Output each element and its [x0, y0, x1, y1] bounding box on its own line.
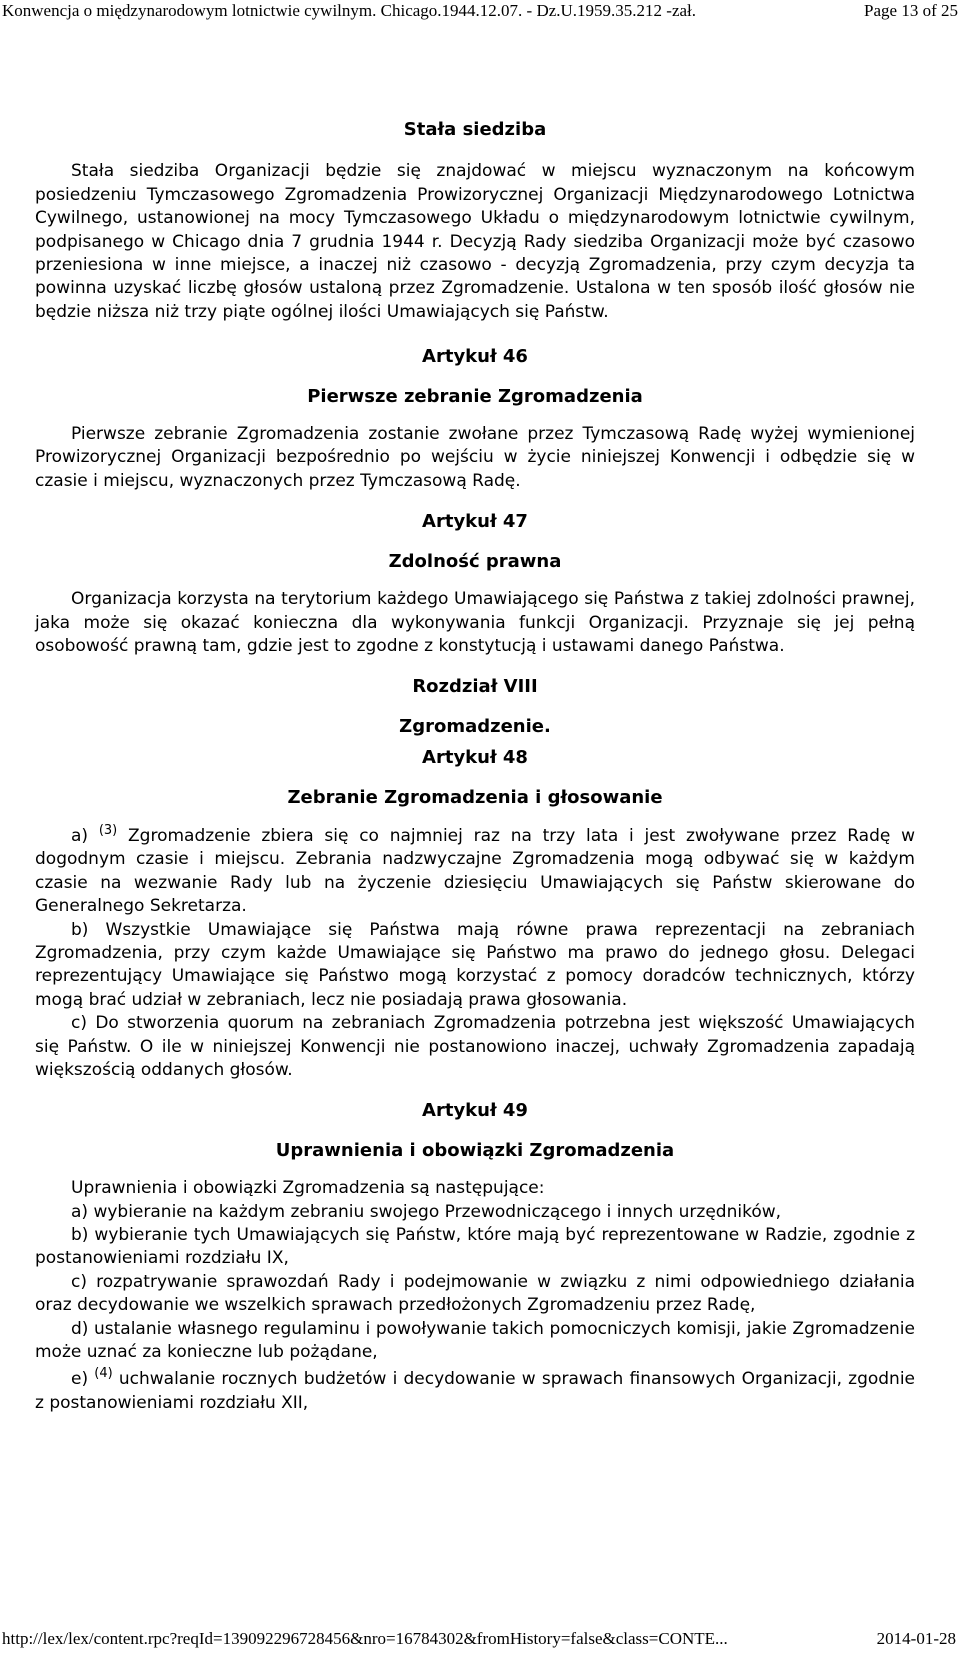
- article-49-intro: Uprawnienia i obowiązki Zgromadzenia są następujące:: [71, 1178, 545, 1199]
- article-48-heading: Artykuł 48: [422, 747, 528, 769]
- article-49-point-e: [35, 1368, 915, 1415]
- page-number: Page 13 of 25: [864, 1, 958, 20]
- article-47-heading: Artykuł 47: [422, 511, 528, 533]
- paragraph-article-47: Organizacja korzysta na terytorium każdego Umawiającego się Państwa z takiej zdolności prawnej, jaka może się okazać konieczna dla wykonywania funkcji Organizacji. Przyznaje się jej pełną osobowość prawną tam, gdzie jest to zgodne z konstytucją i ustawami danego Państwa.: [35, 589, 915, 656]
- print-date: 2014-01-28: [876, 1629, 956, 1648]
- article-48-point-c: c) Do stworzenia quorum na zebraniach Zgromadzenia potrzebna jest większość Umawiających się Państw. O ile w niniejszej Konwencji nie postanowiono inaczej, uchwały Zgromadzenia zapadają większością oddanych głosów.: [35, 1013, 915, 1080]
- document-title: Konwencja o międzynarodowym lotnictwie cywilnym. Chicago.1944.12.07. - Dz.U.1959.35.212 -zał.: [2, 1, 697, 20]
- page-header: [0, 0, 960, 24]
- article-49-heading: Artykuł 49: [422, 1100, 528, 1122]
- paragraph-article-46: Pierwsze zebranie Zgromadzenia zostanie zwołane przez Tymczasową Radę wyżej wymienionej Prowizorycznej Organizacji bezpośrednio po wejściu w życie niniejszej Konwencji i odbędzie się w czasie i miejscu, wyznaczonych przez Tymczasową Radę.: [35, 424, 915, 491]
- article-46-title: Pierwsze zebranie Zgromadzenia: [307, 385, 643, 407]
- paragraph-stala-siedziba: Stała siedziba Organizacji będzie się znajdować w miejscu wyznaczonym na końcowym posiedzeniu Tymczasowego Zgromadzenia Prowizorycznej Organizacji Międzynarodowego Lotnictwa Cywilnego, ustanowionej na mocy Tymczasowego Układu o międzynarodowym lotnictwie cywilnym, podpisanego w Chicago dnia 7 grudnia 1944 r. Decyzją Rady siedziba Organizacji może być czasowo przeniesiona w inne miejsce, a inaczej niż czasowo - decyzją Zgromadzenia, przy czym decyzja ta powinna uzyskać liczbę głosów ustaloną przez Zgromadzenie. Ustalona w ten sposób ilość głosów nie będzie niższa niż trzy piąte ogólnej ilości Umawiających się Państw.: [35, 161, 915, 322]
- article-46-heading: Artykuł 46: [422, 346, 528, 368]
- page-footer: [0, 1628, 960, 1652]
- footnote-ref-3: (3): [98, 822, 118, 838]
- article-49-title: Uprawnienia i obowiązki Zgromadzenia: [275, 1139, 675, 1161]
- point-e-text: uchwalanie rocznych budżetów i decydowanie w sprawach finansowych Organizacji, zgodnie z postanowieniami rozdziału XII,: [35, 1369, 916, 1413]
- article-49-point-c: c) rozpatrywanie sprawozdań Rady i podejmowanie w związku z nimi odpowiedniego działania oraz decydowanie we wszelkich sprawach przedłożonych Zgromadzeniu przez Radę,: [35, 1271, 915, 1316]
- footnote-ref-4: (4): [94, 1366, 113, 1382]
- article-47-title: Zdolność prawna: [388, 550, 562, 572]
- point-a-label: a): [71, 825, 89, 846]
- article-48-title: Zebranie Zgromadzenia i głosowanie: [287, 786, 663, 808]
- article-49-point-d: d) ustalanie własnego regulaminu i powoływanie takich pomocniczych komisji, jakie Zgromadzenie może uznać za konieczne lub pożądane,: [35, 1318, 915, 1363]
- source-url: http://lex/lex/content.rpc?reqId=139092296728456&nro=16784302&fromHistory=false&class=CONTE...: [2, 1629, 728, 1648]
- point-a-text: Zgromadzenie zbiera się co najmniej raz na trzy lata i jest zwoływane przez Radę w dogodnym czasie i miejscu. Zebrania nadzwyczajne Zgromadzenia mogą odbywać się w każdym czasie na wezwanie Rady lub na życzenie dziesięciu Umawiających się Państw skierowane do Generalnego Sekretarza.: [35, 825, 916, 917]
- section-title-stala-siedziba: Stała siedziba: [403, 119, 547, 140]
- chapter-8-heading: Rozdział VIII: [412, 676, 538, 698]
- article-48-point-b: b) Wszystkie Umawiające się Państwa mają równe prawa reprezentacji na zebraniach Zgromadzenia, przy czym każde Umawiające się Państwo ma prawo do jednego głosu. Delegaci reprezentujący Umawiające się Państwo mogą korzystać z pomocy doradców technicznych, którzy mogą brać udział w zebraniach, lecz nie posiadają prawa głosowania.: [35, 919, 915, 1010]
- point-e-label: e): [71, 1369, 89, 1390]
- article-48-point-a: [35, 822, 916, 919]
- chapter-8-title: Zgromadzenie.: [399, 715, 551, 737]
- article-49-point-a: a) wybieranie na każdym zebraniu swojego Przewodniczącego i innych urzędników,: [71, 1201, 782, 1222]
- document-body: [35, 118, 915, 1415]
- article-49-point-b: b) wybieranie tych Umawiających się Państw, które mają być reprezentowane w Radzie, zgodnie z postanowieniami rozdziału IX,: [35, 1225, 915, 1269]
